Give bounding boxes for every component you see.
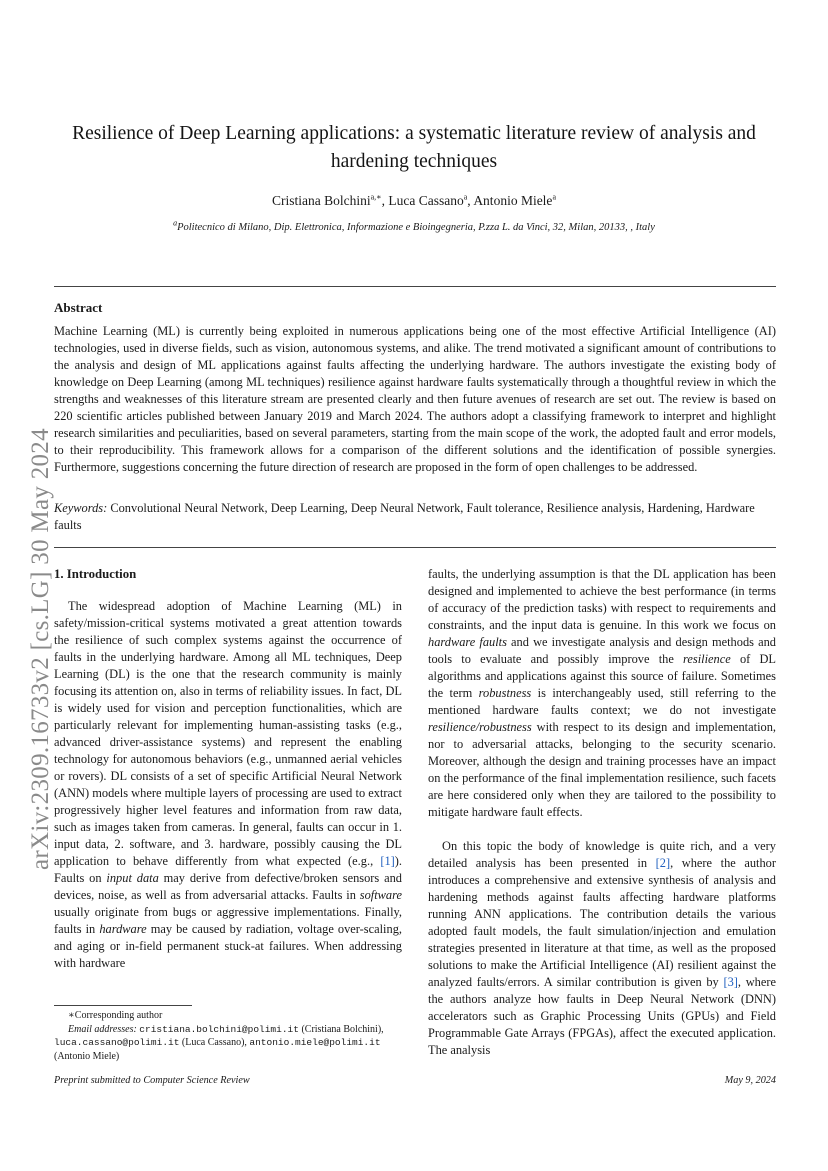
right-column bbox=[428, 566, 776, 1059]
arxiv-stamp: arXiv:2309.16733v2 [cs.LG] 30 May 2024 bbox=[27, 428, 54, 870]
top-divider bbox=[54, 286, 776, 287]
email-owner: (Antonio Miele) bbox=[54, 1050, 120, 1062]
text-run: , where the author introduces a comprehensive and extensive synthesis of analysis and hardening methods against faults affecting hardware platforms running ANN applications. The contribution details the various adopted fault models, the fault simulation/injection and emulation strategies presented in literature at that time, as well as the proposed solutions to make the Artificial Intelligence (AI) resilient against the analyzed faults/errors. A similar contribution is given by bbox=[428, 856, 776, 989]
text-run: with respect to its design and implementation, nor to adversarial attacks, belonging to the security scenario. Moreover, although the design and training processes have an impact on the performance of the final implementation resilience, such facets are here considered only when they are tailored to the possibility to mitigate hardware fault effects. bbox=[428, 720, 776, 819]
email-link[interactable]: antonio.miele@polimi.it bbox=[249, 1037, 381, 1048]
citation-link[interactable]: [2] bbox=[655, 856, 671, 870]
footnote bbox=[54, 1009, 402, 1063]
footnote-divider bbox=[54, 1005, 192, 1006]
citation-link[interactable]: [3] bbox=[723, 975, 738, 989]
section-heading: 1. Introduction bbox=[54, 567, 137, 581]
author-affil-mark: a bbox=[552, 192, 556, 202]
text-run: and we investigate analysis and design methods and tools to evaluate and possibly improve the bbox=[428, 635, 776, 666]
citation-link[interactable]: [1] bbox=[380, 854, 395, 868]
author-name: Cristiana Bolchini bbox=[272, 193, 371, 208]
email-link[interactable]: luca.cassano@polimi.it bbox=[54, 1037, 180, 1048]
emphasis: hardware faults bbox=[428, 635, 507, 649]
emphasis: software bbox=[359, 888, 402, 902]
abstract-body bbox=[54, 323, 776, 476]
keywords-label: Keywords: bbox=[54, 501, 108, 515]
bottom-divider bbox=[54, 547, 776, 548]
author-affil-mark: a bbox=[463, 192, 468, 202]
text-run: On this topic the body of knowledge is quite rich, and a very detailed analysis has been presented in bbox=[428, 839, 776, 870]
author-affil-mark: a,∗ bbox=[370, 192, 382, 202]
emphasis: input data bbox=[106, 871, 159, 885]
paper-title: Resilience of Deep Learning applications: a systematic literature review of analysis and hardening techniques bbox=[72, 123, 756, 172]
email-owner: (Luca Cassano), bbox=[181, 1037, 247, 1048]
affiliation-mark: a bbox=[173, 218, 178, 228]
affiliation-text: Politecnico di Milano, Dip. Elettronica, Informazione e Bioingegneria, P.zza L. da Vinci, 32, Milan, 20133, , Italy bbox=[177, 222, 655, 233]
emphasis: hardware bbox=[99, 922, 147, 936]
text-run: may derive from defective/broken sensors and devices, noise, as well as from adversarial attacks. Faults in bbox=[54, 871, 402, 902]
email-owner: (Cristiana Bolchini), bbox=[301, 1023, 384, 1035]
email-note bbox=[54, 1023, 402, 1064]
keywords-text: Convolutional Neural Network, Deep Learning, Deep Neural Network, Fault tolerance, Resilience analysis, Hardening, Hardware faults bbox=[54, 501, 755, 532]
footer-date: May 9, 2024 bbox=[724, 1075, 776, 1086]
intro-paragraph-3 bbox=[428, 838, 776, 1059]
text-run: faults, the underlying assumption is that the DL application has been designed and implemented to achieve the best performance (in terms of accuracy of the prediction tasks) with respect to requirements and constraints, and the input data is genuine. In this work we focus on bbox=[428, 567, 776, 632]
keywords bbox=[54, 500, 776, 534]
text-run: usually originate from bugs or aggressive implementations. Finally, faults in bbox=[54, 905, 402, 936]
text-run: , where the authors analyze how faults in Deep Neural Network (DNN) accelerators such as Graphic Processing Units (GPUs) and Field Programmable Gate Arrays (FPGAs), affect the executed application. The analysis bbox=[428, 975, 777, 1057]
author-list: Cristiana Bolchini$^{a,∗}$, Luca Cassano$^a$, Antonio Miele$^a$ bbox=[272, 192, 556, 208]
corresponding-note: ∗Corresponding author bbox=[68, 1010, 163, 1021]
text-run: is interchangeably used, still referring to the mentioned hardware faults context; we do not investigate bbox=[428, 686, 776, 717]
emphasis: resilience/robustness bbox=[428, 720, 532, 734]
email-label: Email addresses: bbox=[68, 1023, 137, 1035]
emphasis: robustness bbox=[478, 686, 532, 700]
email-link[interactable]: cristiana.bolchini@polimi.it bbox=[139, 1023, 299, 1035]
text-run: may be caused by radiation, voltage over-scaling, and aging or in-field permanent stuck-at failures. When addressing with hardware bbox=[54, 922, 402, 970]
footer-left: Preprint submitted to Computer Science Review bbox=[54, 1075, 250, 1086]
text-run: The widespread adoption of Machine Learning (ML) in safety/mission-critical systems motivated a great attention towards the resilience of such complex systems against the occurrence of faults in the underlying hardware. Among all ML techniques, Deep Learning (DL) is the one that the research community is mainly focusing its attention on, also in terms of reliability issues. In fact, DL is widely used for vision and perception functionalities, which are particularly relevant for implementing human-assisting tasks (e.g., advanced driver-assistance systems) and represent the enabling technology for autonomous behaviors (e.g., unmanned aerial vehicles or rovers). DL consists of a set of specific Artificial Neural Network (ANN) models where multiple layers of processing are used to extract progressively higher level features and information from raw data, such as images taken from cameras. In general, faults can occur in 1. input data, 2. software, and 3. hardware, possibly causing the DL application to behave differently from what expected (e.g., bbox=[54, 599, 402, 868]
intro-paragraph-2 bbox=[428, 566, 776, 821]
abstract-text: Machine Learning (ML) is currently being exploited in numerous applications being one of the most effective Artificial Intelligence (AI) technologies, used in diverse fields, such as vision, autonomous systems, and alike. The trend motivated a significant amount of contributions to the analysis and design of ML applications against faults affecting the underlying hardware. The authors investigate the existing body of knowledge on Deep Learning (among ML techniques) resilience against hardware faults systematically through a thoughtful review in which the strengths and weaknesses of this literature stream are presented clearly and then future avenues of research are set out. The review is based on 220 scientific articles published between January 2019 and March 2024. The authors adopt a classifying framework to interpret and highlight research similarities and peculiarities, based on several parameters, starting from the main scope of the work, the adopted fault and error models, to their reproducibility. This framework allows for a comparison of the different solutions and the identification of possible synergies. Furthermore, suggestions concerning the future direction of research are proposed in the form of open challenges to be addressed. bbox=[54, 324, 776, 474]
affiliation bbox=[40, 218, 788, 233]
author-name: Luca Cassano bbox=[388, 193, 464, 208]
text-run: ). Faults on bbox=[54, 854, 402, 885]
emphasis: resilience bbox=[683, 652, 731, 666]
intro-paragraph-1 bbox=[54, 598, 402, 972]
text-run: of DL algorithms and applications against this source of failure. Sometimes the term bbox=[428, 652, 776, 700]
abstract-heading: Abstract bbox=[54, 300, 103, 315]
author-name: Antonio Miele bbox=[473, 193, 553, 208]
left-column bbox=[54, 566, 402, 972]
